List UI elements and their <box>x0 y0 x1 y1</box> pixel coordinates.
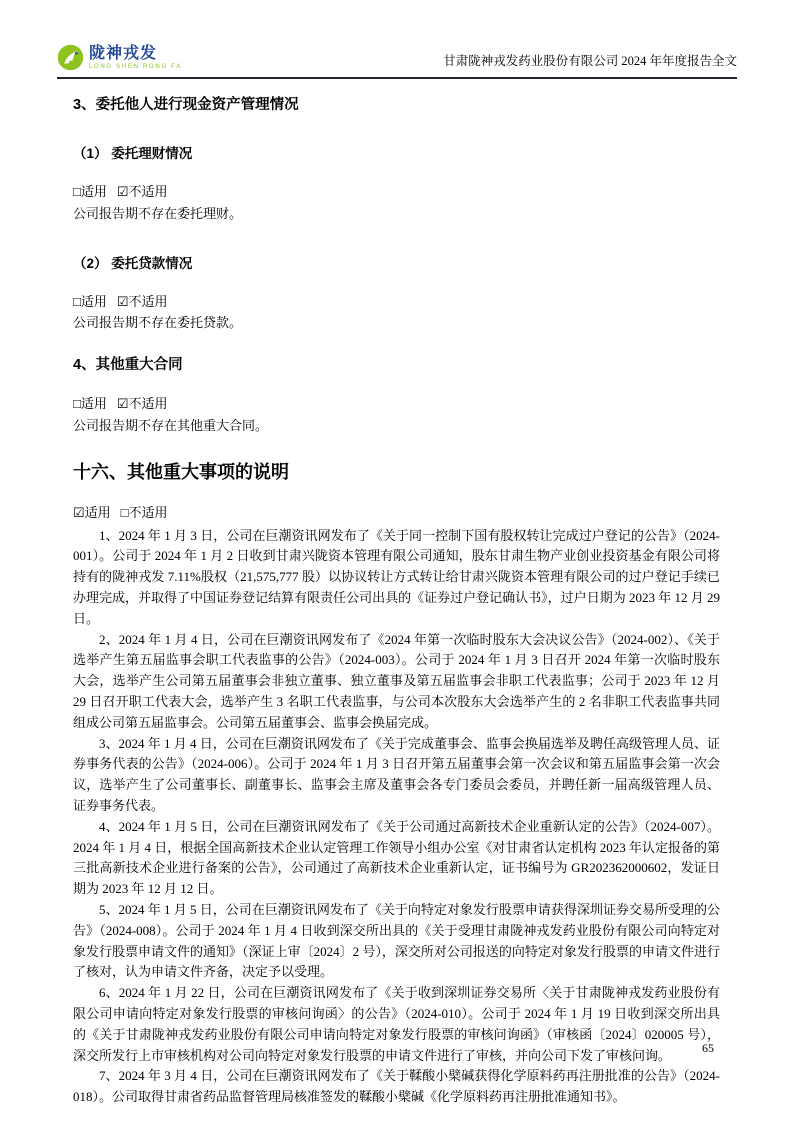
note-text: 公司报告期不存在委托理财。 <box>73 205 243 221</box>
checkbox-not-applicable-unchecked: □不适用 <box>120 504 168 520</box>
section-heading-other-contracts: 4、其他重大合同 <box>73 357 183 374</box>
logo-text <box>89 46 182 70</box>
page-header <box>57 0 737 79</box>
paragraph-announcement-5: 5、2024 年 1 月 5 日，公司在巨潮资讯网发布了《关于向特定对象发行股票申请获得深圳证券交易所受理的公告》（2024-008）。公司于 2024 年 1 月 4 日收到深交所出具的《关于受理甘肃陇神戎发药业股份有限公司向特定对象发行股票申请文件的通知》（深证上审〔2024〕2 号），深交所对公司报送的向特定对象发行股票的申请文件进行了核对，认为申请文件齐备，决定予以受理。 <box>73 901 720 980</box>
checkbox-not-applicable-checked: ☑不适用 <box>116 396 168 412</box>
paragraph-announcement-6: 6、2024 年 1 月 22 日，公司在巨潮资讯网发布了《关于收到深圳证券交易所〈关于甘肃陇神戎发药业股份有限公司申请向特定对象发行股票的审核问询函〉的公告》（2024-010）。公司于 2024 年 1 月 19 日收到深交所出具的《关于甘肃陇神戎发药业股份有限公司申请向特定对象发行股票的审核问询函》（审核函〔2024〕020005 号），深交所发行上市审核机构对公司向特定对象发行股票的申请文件进行了审核，并向公司下发了审核问询。 <box>73 985 720 1063</box>
section-heading-cash-management: 3、委托他人进行现金资产管理情况 <box>73 97 299 113</box>
document-title: 甘肃陇神戎发药业股份有限公司 2024 年年度报告全文 <box>443 54 737 68</box>
subsection-heading-entrusted-loans: （2） 委托贷款情况 <box>73 255 193 271</box>
paragraph-announcement-7: 7、2024 年 3 月 4 日，公司在巨潮资讯网发布了《关于鞣酸小檗碱获得化学原料药再注册批准的公告》（2024-018）。公司取得甘肃省药品监督管理局核准签发的鞣酸小檗碱《化学原料药再注册批准通知书》。 <box>73 1068 720 1105</box>
page-content <box>73 79 720 1108</box>
applicability-line <box>73 503 720 524</box>
chapter-heading-other-major-matters: 十六、其他重大事项的说明 <box>73 461 289 482</box>
checkbox-not-applicable-checked: ☑不适用 <box>116 293 168 309</box>
applicability-line <box>73 182 720 203</box>
brand-name-cn: 陇神戎发 <box>89 44 158 62</box>
paragraph-announcement-2: 2、2024 年 1 月 4 日，公司在巨潮资讯网发布了《2024 年第一次临时股东大会决议公告》（2024-002）、《关于选举产生第五届监事会职工代表监事的公告》（2024-003）。公司于 2024 年 1 月 3 日召开 2024 年第一次临时股东大会，选举产生公司第五届董事会非独立董事、独立董事及第五届监事会非职工代表监事；公司于 2023 年 12 月 29 日召开职工代表大会，选举产生 3 名职工代表监事，与公司本次股东大会选举产生的 2 名非职工代表监事共同组成公司第五届监事会。公司第五届董事会、监事会换届完成。 <box>73 631 720 730</box>
matters-paragraphs <box>73 526 720 1108</box>
paragraph-announcement-4: 4、2024 年 1 月 5 日，公司在巨潮资讯网发布了《关于公司通过高新技术企业重新认定的公告》（2024-007）。2024 年 1 月 4 日，根据全国高新技术企业认定管理工作领导小组办公室《对甘肃省认定机构 2023 年认定报备的第三批高新技术企业进行备案的公告》，公司通过了高新技术企业重新认定，证书编号为 GR202362000602，发证日期为 2023 年 12 月 12 日。 <box>73 818 720 897</box>
note-text: 公司报告期不存在委托贷款。 <box>73 315 243 331</box>
checkbox-applicable-unchecked: □适用 <box>73 184 107 199</box>
checkbox-applicable-checked: ☑适用 <box>73 504 111 520</box>
page-number: 65 <box>702 1041 714 1055</box>
checkbox-not-applicable-checked: ☑不适用 <box>116 184 168 199</box>
company-logo <box>57 44 182 71</box>
checkbox-applicable-unchecked: □适用 <box>73 293 107 309</box>
brand-name-en: LONG SHEN RONG FA <box>89 63 182 70</box>
paragraph-announcement-1: 1、2024 年 1 月 3 日，公司在巨潮资讯网发布了《关于同一控制下国有股权转让完成过户登记的公告》（2024-001）。公司于 2024 年 1 月 2 日收到甘肃兴陇资本管理有限公司通知，股东甘肃生物产业创业投资基金有限公司将持有的陇神戎发 7.11%股权（21,575,777 股）以协议转让方式转让给甘肃兴陇资本管理有限公司的过户登记手续已办理完成，并取得了中国证券登记结算有限责任公司出具的《证券过户登记确认书》，过户日期为 2023 年 12 月 29 日。 <box>73 527 720 626</box>
logo-bird-icon <box>57 44 84 71</box>
note-text: 公司报告期不存在其他重大合同。 <box>73 417 269 433</box>
paragraph-announcement-3: 3、2024 年 1 月 4 日，公司在巨潮资讯网发布了《关于完成董事会、监事会换届选举及聘任高级管理人员、证券事务代表的公告》（2024-006）。公司于 2024 年 1 月 3 日召开第五届董事会第一次会议和第五届监事会第一次会议，选举产生了公司董事长、副董事长、监事会主席及董事会各专门委员会委员，并聘任新一届高级管理人员、证券事务代表。 <box>73 735 720 813</box>
subsection-heading-entrusted-wealth: （1） 委托理财情况 <box>73 146 193 161</box>
applicability-line <box>73 394 720 415</box>
checkbox-applicable-unchecked: □适用 <box>73 396 107 412</box>
applicability-line <box>73 292 720 313</box>
